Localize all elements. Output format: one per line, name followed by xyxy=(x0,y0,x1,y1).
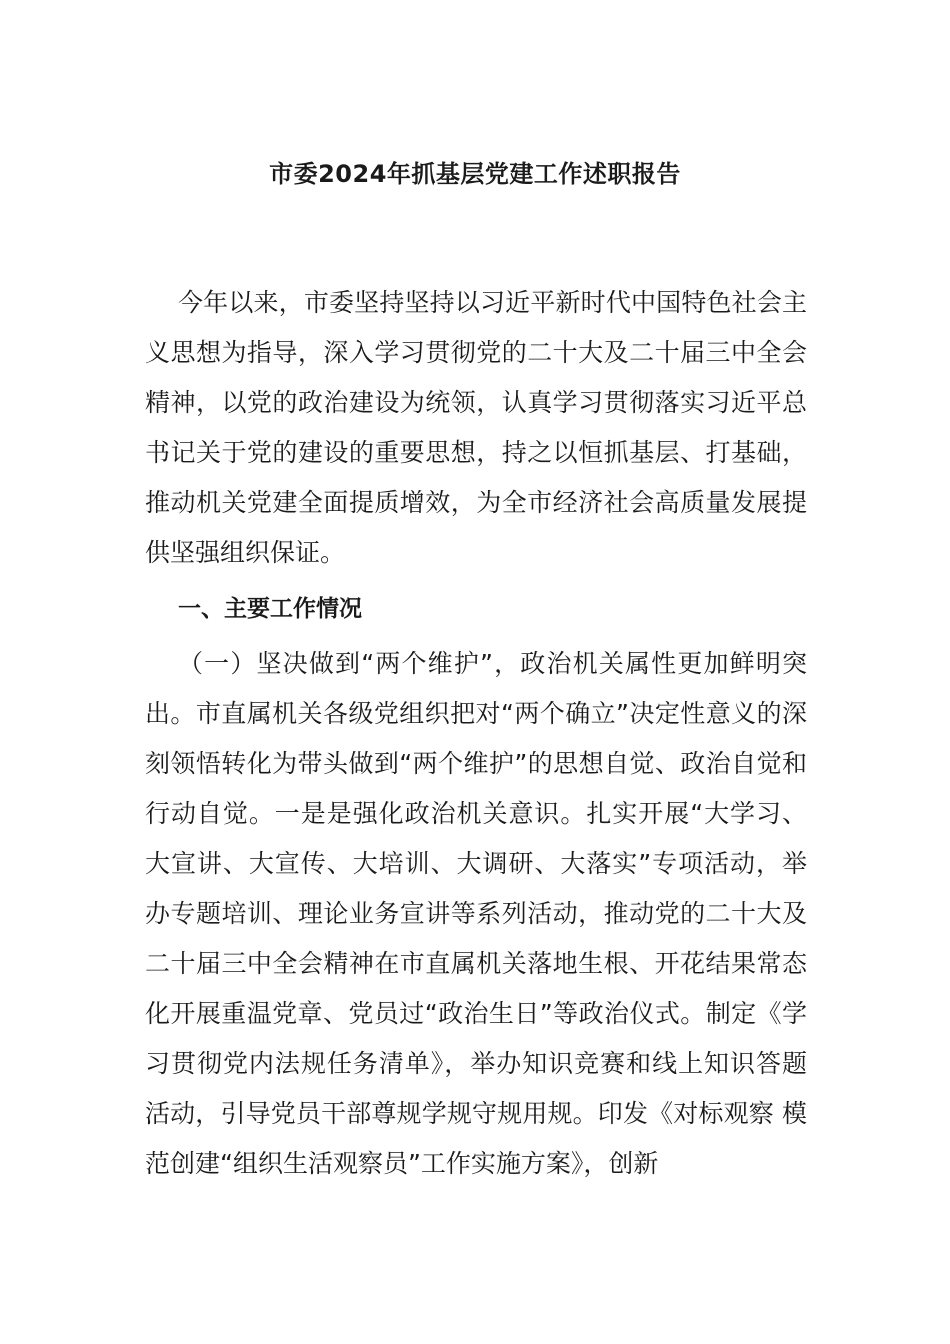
document-title: 市委2024年抓基层党建工作述职报告 xyxy=(269,160,681,188)
section-paragraph: （一）坚决做到“两个维护”，政治机关属性更加鲜明突出。市直属机关各级党组织把对“两个确立”决定性意义的深刻领悟转化为带头做到“两个维护”的思想自觉、政治自觉和行动自觉。一是是强化政治机关意识。扎实开展“大学习、大宣讲、大宣传、大培训、大调研、大落实”专项活动，举办专题培训、理论业务宣讲等系列活动，推动党的二十大及二十届三中全会精神在市直属机关落地生根、开花结果常态化开展重温党章、党员过“政治生日”等政治仪式。制定《学习贯彻党内法规任务清单》，举办知识竞赛和线上知识答题活动，引导党员干部尊规学规守规用规。印发《对标观察 模范创建“组织生活观察员”工作实施方案》，创新 xyxy=(145,649,807,1178)
document-body xyxy=(145,278,807,1189)
intro-paragraph: 今年以来，市委坚持坚持以习近平新时代中国特色社会主义思想为指导，深入学习贯彻党的二十大及二十届三中全会精神，以党的政治建设为统领，认真学习贯彻落实习近平总书记关于党的建设的重要思想，持之以恒抓基层、打基础，推动机关党建全面提质增效，为全市经济社会高质量发展提供坚强组织保证。 xyxy=(145,288,807,567)
section-heading: 一、主要工作情况 xyxy=(178,596,362,622)
